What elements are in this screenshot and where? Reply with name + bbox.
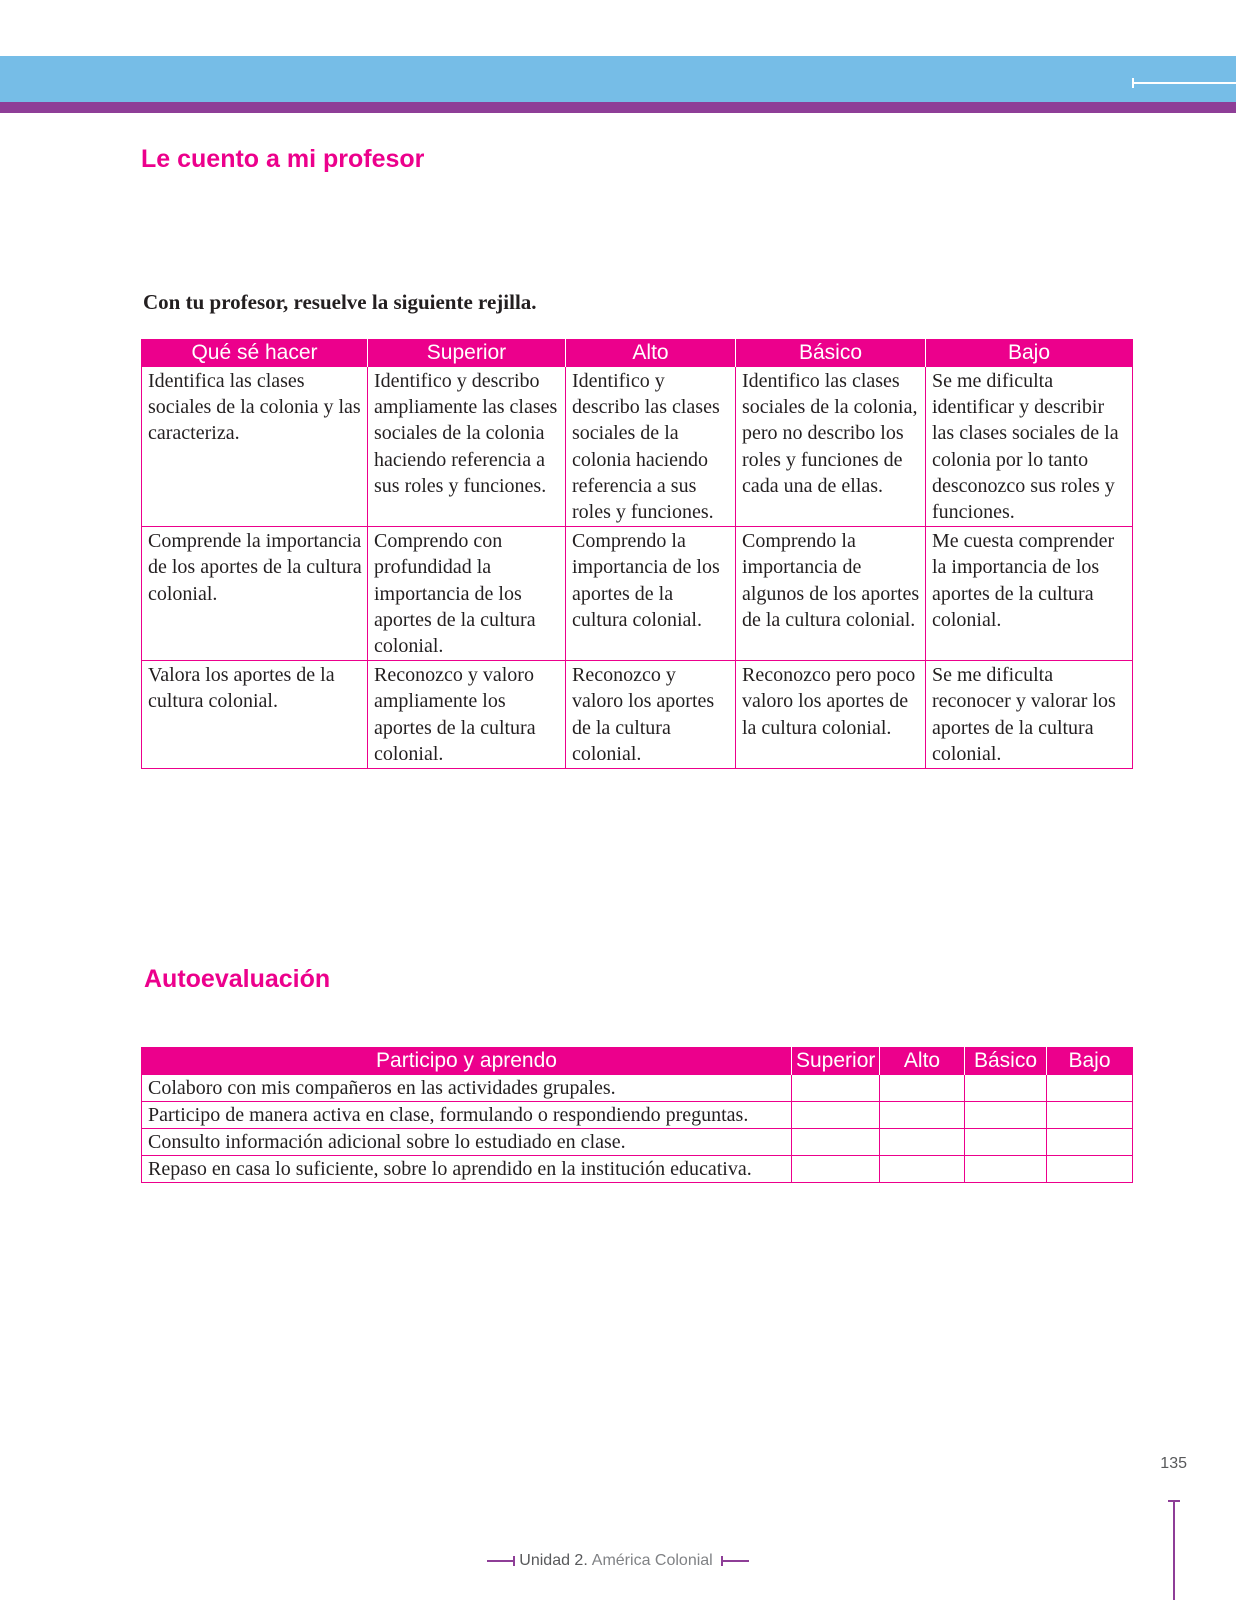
rubric-cell: Me cuesta comprender la importancia de los aportes de la cultura colonial. xyxy=(926,527,1133,661)
rating-cell-bajo[interactable] xyxy=(1047,1156,1133,1183)
table-row xyxy=(142,661,1133,769)
rubric-cell: Comprendo la importancia de algunos de los aportes de la cultura colonial. xyxy=(736,527,926,661)
rubric-cell: Reconozco y valoro ampliamente los aportes de la cultura colonial. xyxy=(368,661,566,769)
rubric-cell: Reconozco pero poco valoro los aportes de la cultura colonial. xyxy=(736,661,926,769)
footer-unit-name: América Colonial xyxy=(591,1552,713,1569)
footer xyxy=(0,1552,1236,1570)
header-band-purple xyxy=(0,102,1236,113)
rubric-header-cell: Bajo xyxy=(926,339,1133,367)
page-number: 135 xyxy=(1160,1455,1187,1472)
table-row xyxy=(142,1075,1133,1102)
rating-cell-alto[interactable] xyxy=(880,1129,965,1156)
rating-cell-superior[interactable] xyxy=(792,1129,880,1156)
rating-cell-basico[interactable] xyxy=(965,1075,1047,1102)
rating-cell-superior[interactable] xyxy=(792,1075,880,1102)
rating-cell-basico[interactable] xyxy=(965,1102,1047,1129)
selfeval-statement: Consulto información adicional sobre lo estudiado en clase. xyxy=(142,1129,792,1156)
rating-cell-basico[interactable] xyxy=(965,1129,1047,1156)
side-rule xyxy=(1173,1500,1175,1600)
rating-cell-bajo[interactable] xyxy=(1047,1102,1133,1129)
rubric-table xyxy=(141,339,1133,769)
rating-cell-alto[interactable] xyxy=(880,1156,965,1183)
section-title-autoevaluacion: Autoevaluación xyxy=(144,965,331,993)
rubric-header-cell: Básico xyxy=(736,339,926,367)
footer-rule-left xyxy=(487,1560,515,1562)
rubric-cell: Se me dificulta reconocer y valorar los aportes de la cultura colonial. xyxy=(926,661,1133,769)
rubric-cell: Identifica las clases sociales de la colonia y las caracteriza. xyxy=(142,367,368,527)
rubric-cell: Comprendo con profundidad la importancia de los aportes de la cultura colonial. xyxy=(368,527,566,661)
selfeval-header-cell: Alto xyxy=(880,1047,965,1075)
table-row xyxy=(142,1156,1133,1183)
table-row xyxy=(142,1129,1133,1156)
selfeval-header-cell: Bajo xyxy=(1047,1047,1133,1075)
rating-cell-alto[interactable] xyxy=(880,1102,965,1129)
rubric-cell: Se me dificulta identificar y describir las clases sociales de la colonia por lo tanto desconozco sus roles y funciones. xyxy=(926,367,1133,527)
selfeval-header-cell: Superior xyxy=(792,1047,880,1075)
selfeval-statement: Colaboro con mis compañeros en las actividades grupales. xyxy=(142,1075,792,1102)
rating-cell-superior[interactable] xyxy=(792,1156,880,1183)
header-rule xyxy=(1132,82,1236,84)
table-row xyxy=(142,367,1133,527)
rubric-cell: Comprendo la importancia de los aportes de la cultura colonial. xyxy=(566,527,736,661)
rubric-cell: Comprende la importancia de los aportes de la cultura colonial. xyxy=(142,527,368,661)
rubric-cell: Identifico y describo las clases sociales de la colonia haciendo referencia a sus roles y funciones. xyxy=(566,367,736,527)
rubric-cell: Reconozco y valoro los aportes de la cultura colonial. xyxy=(566,661,736,769)
instruction-text: Con tu profesor, resuelve la siguiente rejilla. xyxy=(143,290,537,314)
selfeval-statement: Repaso en casa lo suficiente, sobre lo aprendido en la institución educativa. xyxy=(142,1156,792,1183)
selfeval-header-cell: Participo y aprendo xyxy=(142,1047,792,1075)
rating-cell-basico[interactable] xyxy=(965,1156,1047,1183)
rating-cell-bajo[interactable] xyxy=(1047,1075,1133,1102)
selfeval-header-cell: Básico xyxy=(965,1047,1047,1075)
rubric-cell: Valora los aportes de la cultura colonial. xyxy=(142,661,368,769)
footer-rule-right xyxy=(721,1560,749,1562)
section-title-le-cuento: Le cuento a mi profesor xyxy=(141,145,425,173)
rating-cell-alto[interactable] xyxy=(880,1075,965,1102)
header-band-blue xyxy=(0,56,1236,102)
rubric-header-cell: Qué sé hacer xyxy=(142,339,368,367)
rubric-header-cell: Alto xyxy=(566,339,736,367)
rubric-header-cell: Superior xyxy=(368,339,566,367)
header-rule-tick xyxy=(1132,78,1134,88)
selfeval-table xyxy=(141,1047,1133,1183)
selfeval-header-row xyxy=(142,1047,1133,1075)
selfeval-statement: Participo de manera activa en clase, formulando o respondiendo preguntas. xyxy=(142,1102,792,1129)
footer-unit-label: Unidad 2. xyxy=(519,1552,588,1569)
rubric-header-row xyxy=(142,339,1133,367)
rating-cell-superior[interactable] xyxy=(792,1102,880,1129)
side-rule-cap xyxy=(1168,1500,1180,1502)
table-row xyxy=(142,527,1133,661)
rubric-cell: Identifico y describo ampliamente las clases sociales de la colonia haciendo referencia a sus roles y funciones. xyxy=(368,367,566,527)
table-row xyxy=(142,1102,1133,1129)
rating-cell-bajo[interactable] xyxy=(1047,1129,1133,1156)
rubric-cell: Identifico las clases sociales de la colonia, pero no describo los roles y funciones de cada una de ellas. xyxy=(736,367,926,527)
